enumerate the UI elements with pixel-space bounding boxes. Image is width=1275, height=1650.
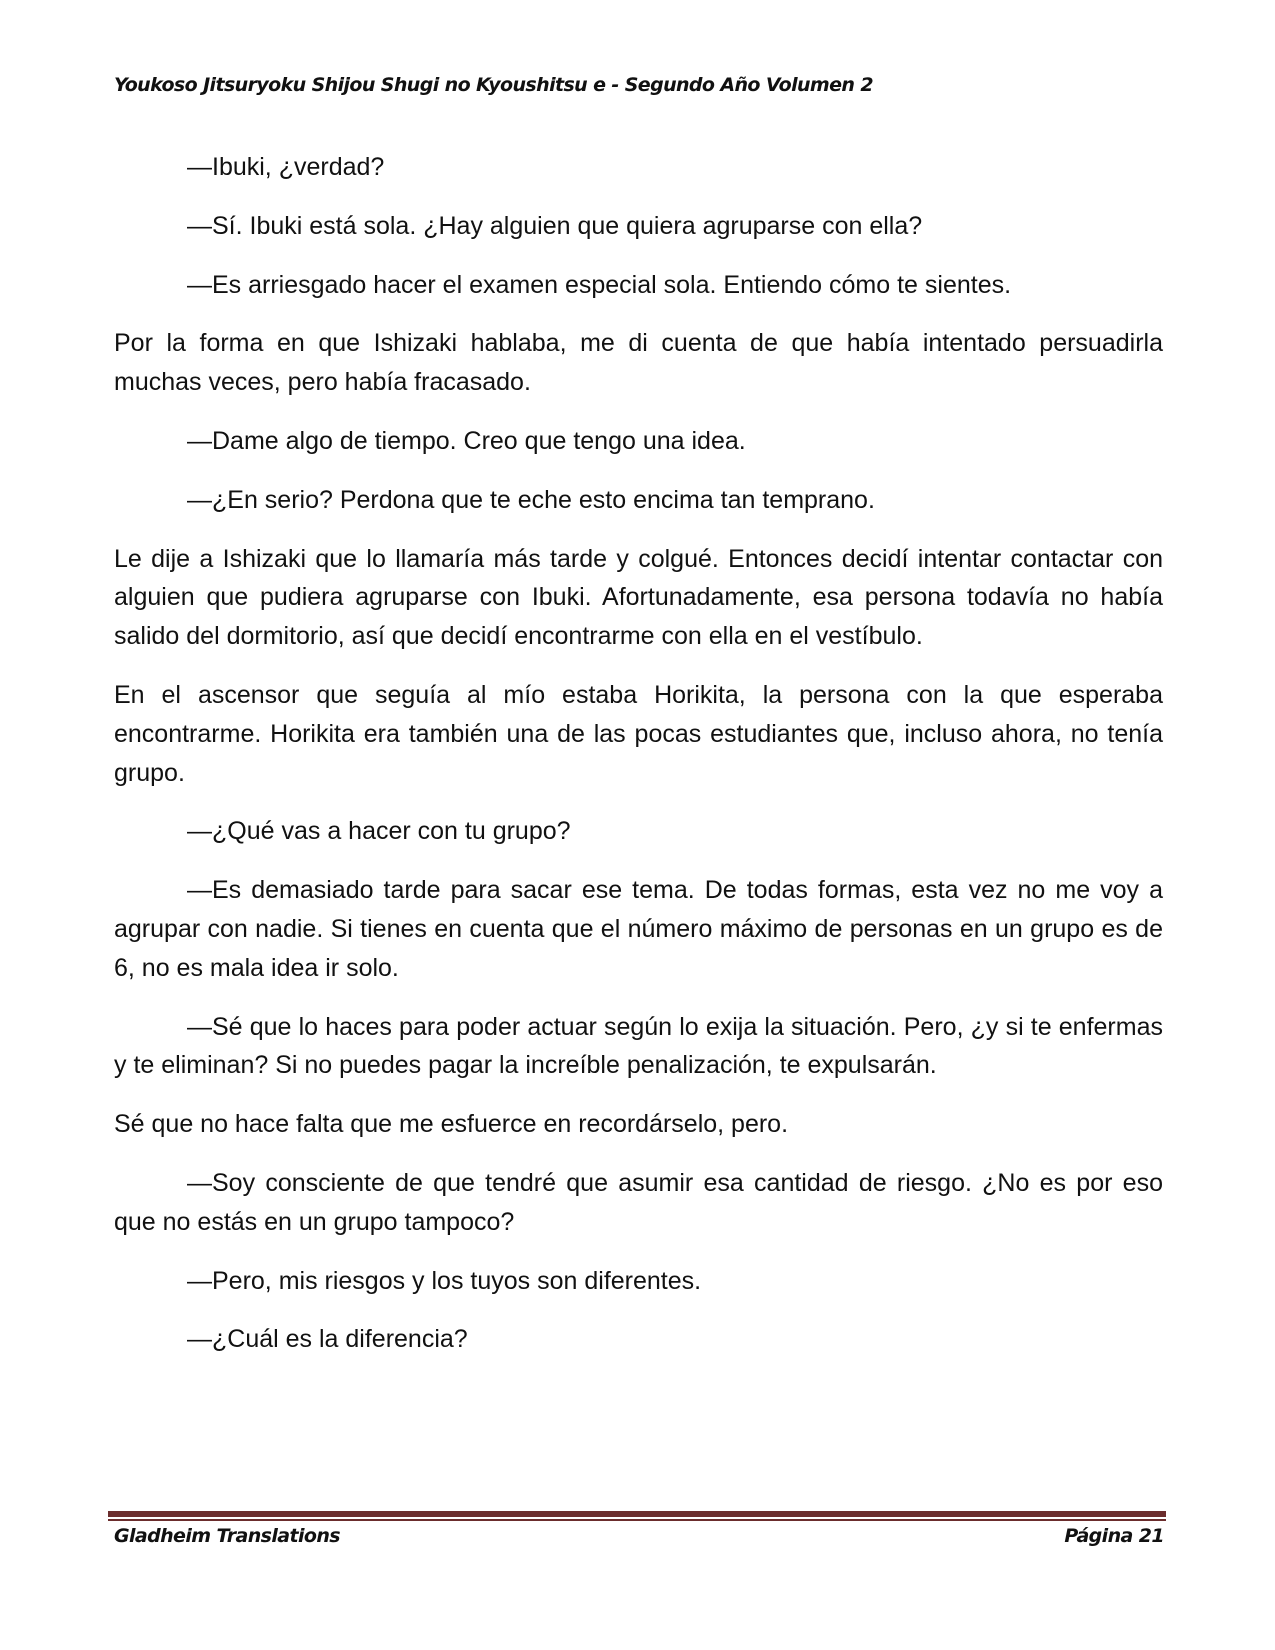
paragraph: —Es demasiado tarde para sacar ese tema. De todas formas, esta vez no me voy a agrupar con nadie. Si tienes en cuenta que el número máximo de personas en un grupo es de 6, no es mala idea ir solo. — [114, 876, 1163, 982]
paragraph: Por la forma en que Ishizaki hablaba, me di cuenta de que había intentado persuadirla muchas veces, pero había fracasado. — [114, 329, 1163, 397]
paragraph: —Soy consciente de que tendré que asumir esa cantidad de riesgo. ¿No es por eso que no estás en un grupo tampoco? — [114, 1168, 1163, 1236]
paragraph: —Dame algo de tiempo. Creo que tengo una idea. — [187, 426, 746, 455]
footer-page-number: Página 21 — [1064, 1525, 1164, 1547]
paragraph: En el ascensor que seguía al mío estaba Horikita, la persona con la que esperaba encontrarme. Horikita era también una de las pocas estudiantes que, incluso ahora, no tenía grupo. — [114, 680, 1163, 787]
paragraph: —¿Cuál es la diferencia? — [187, 1325, 468, 1354]
paragraph: —Sí. Ibuki está sola. ¿Hay alguien que quiera agruparse con ella? — [187, 211, 923, 240]
footer-divider-thick — [108, 1511, 1166, 1517]
page-header-title: Youkoso Jitsuryoku Shijou Shugi no Kyoushitsu e - Segundo Año Volumen 2 — [114, 74, 873, 96]
paragraph: —Pero, mis riesgos y los tuyos son diferentes. — [187, 1266, 702, 1295]
paragraph: —Sé que lo haces para poder actuar según lo exija la situación. Pero, ¿y si te enfermas y te eliminan? Si no puedes pagar la increíble penalización, te expulsarán. — [114, 1012, 1163, 1080]
footer-translator: Gladheim Translations — [114, 1525, 340, 1547]
paragraph: Sé que no hace falta que me esfuerce en recordárselo, pero. — [114, 1110, 789, 1139]
footer-divider-thin — [108, 1519, 1166, 1521]
document-body — [114, 148, 1163, 1379]
paragraph: —¿En serio? Perdona que te eche esto encima tan temprano. — [187, 485, 875, 514]
paragraph: Le dije a Ishizaki que lo llamaría más tarde y colgué. Entonces decidí intentar contactar con alguien que pudiera agruparse con Ibuki. Afortunadamente, esa persona todavía no había salido del dormitorio, así que decidí encontrarme con ella en el vestíbulo. — [114, 544, 1163, 651]
paragraph: —Ibuki, ¿verdad? — [187, 153, 385, 181]
paragraph: —Es arriesgado hacer el examen especial sola. Entiendo cómo te sientes. — [187, 270, 1012, 299]
paragraph: —¿Qué vas a hacer con tu grupo? — [187, 817, 571, 846]
